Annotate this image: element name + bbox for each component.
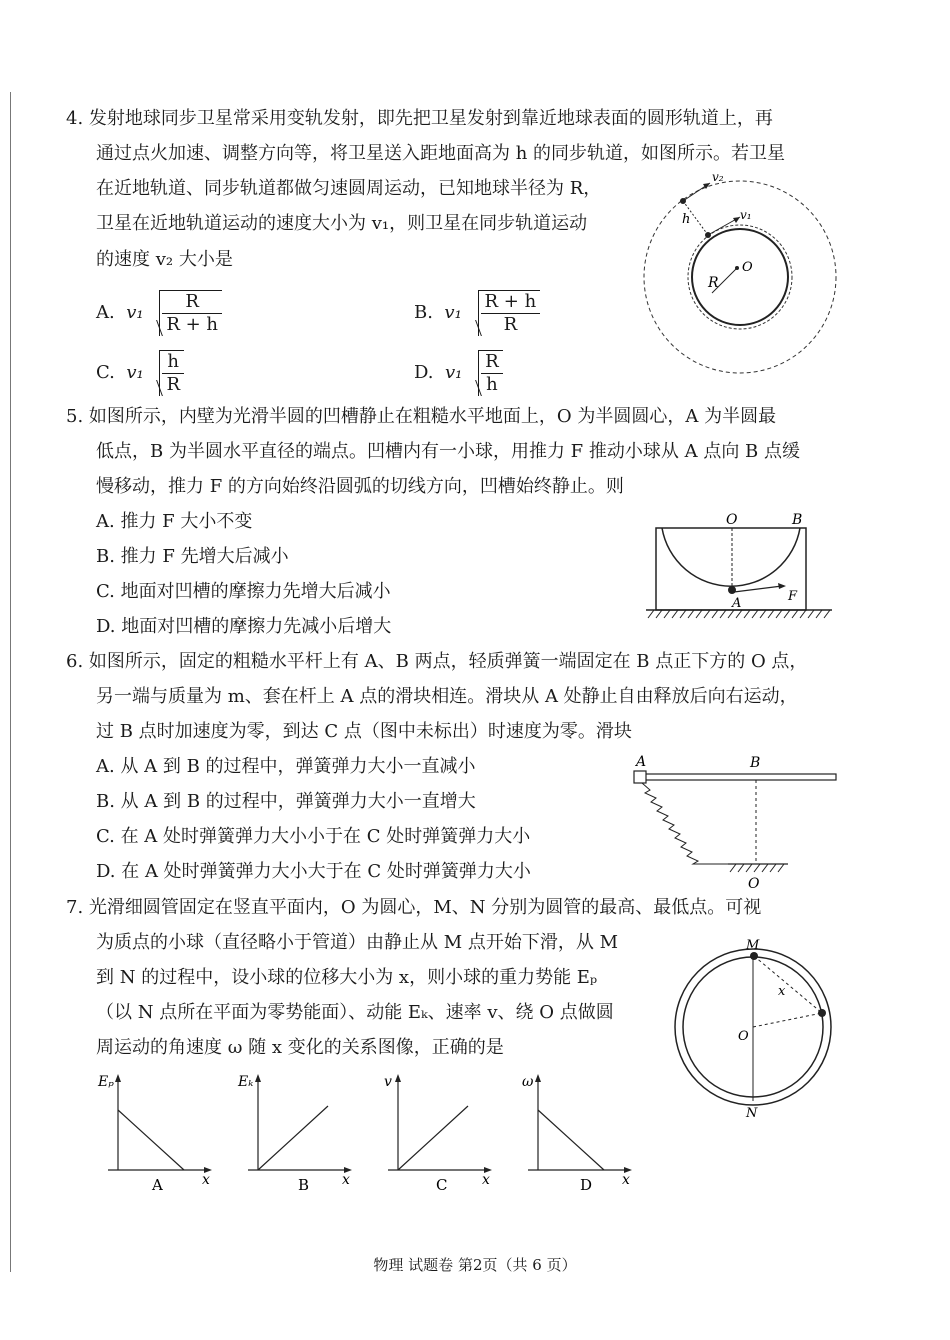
x-label: x [202, 1172, 210, 1188]
graph-line [538, 1110, 604, 1170]
q4-orbit-figure [640, 165, 840, 390]
a-label: A [732, 596, 742, 611]
q6-line-3: 过 B 点时加速度为零，到达 C 点（图中未标出）时速度为零。滑块 [96, 721, 632, 742]
q7-line-1: 7. 光滑细圆管固定在竖直平面内，O 为圆心，M、N 分别为圆管的最高、最低点。可视 [66, 897, 762, 918]
graph-line [398, 1106, 468, 1170]
q5-groove-figure [640, 508, 840, 623]
y-label: Eₚ [98, 1074, 114, 1090]
near-orbit-circle [688, 225, 792, 329]
q4-option-d: D. v₁ $\frac{R}{h}$ [414, 350, 503, 396]
radius-dash [753, 1013, 822, 1027]
y-arrow [255, 1074, 261, 1082]
force-f-arrowhead [778, 583, 786, 589]
ball [728, 586, 736, 594]
x-label: x [622, 1172, 630, 1188]
page-footer: 物理 试题卷 第2页（共 6 页） [373, 1256, 577, 1274]
r-label: R [708, 275, 719, 291]
binding-margin-line [10, 92, 11, 1272]
q4-line-2: 通过点火加速、调整方向等，将卫星送入距地面高为 h 的同步轨道，如图所示。若卫星 [96, 143, 786, 164]
q5-option-c: C. 地面对凹槽的摩擦力先增大后减小 [96, 581, 391, 602]
y-label: ω [522, 1074, 534, 1090]
q7-line-3: 到 N 的过程中，设小球的位移大小为 x，则小球的重力势能 Eₚ [96, 967, 598, 988]
ground-hatching [648, 610, 830, 618]
q6-rod-spring-figure [620, 752, 840, 892]
f-label: F [788, 589, 798, 604]
groove-arc [662, 528, 800, 586]
a-label: A [636, 754, 647, 770]
n-label: N [746, 1106, 758, 1120]
spring [642, 783, 756, 864]
q7-graph-d [516, 1070, 646, 1200]
q7-graph-a [96, 1070, 226, 1200]
q4-option-b: B. v₁ $\frac{R + h}{R}$ [414, 290, 540, 336]
o-label: O [726, 512, 738, 528]
q4-option-c: C. v₁ $\frac{h}{R}$ [96, 350, 184, 396]
x-label: x [342, 1172, 350, 1188]
caption: C [436, 1176, 448, 1194]
slider-block [634, 771, 646, 783]
displacement-line [754, 956, 822, 1013]
q7-graph-c [376, 1070, 506, 1200]
q4-line-5: 的速度 v₂ 大小是 [96, 249, 233, 270]
b-label: B [792, 512, 803, 528]
q4-option-a: A. v₁ $\frac{R}{R + h}$ [96, 290, 222, 336]
q5-option-d: D. 地面对凹槽的摩擦力先减小后增大 [96, 616, 392, 637]
q4-line-1: 4. 发射地球同步卫星常采用变轨发射，即先把卫星发射到靠近地球表面的圆形轨道上，再 [66, 108, 773, 129]
y-arrow [115, 1074, 121, 1082]
m-label: M [746, 938, 760, 953]
q7-tube-figure [670, 935, 850, 1120]
groove-block [656, 528, 806, 610]
q6-option-c: C. 在 A 处时弹簧弹力大小小于在 C 处时弹簧弹力大小 [96, 826, 531, 847]
q4-line-3: 在近地轨道、同步轨道都做匀速圆周运动，已知地球半径为 R， [96, 178, 602, 199]
caption: A [152, 1176, 163, 1194]
q5-option-b: B. 推力 F 先增大后减小 [96, 546, 289, 567]
o-label: O [742, 260, 753, 275]
q6-option-b: B. 从 A 到 B 的过程中，弹簧弹力大小一直增大 [96, 791, 476, 812]
o-label: O [748, 876, 760, 892]
q5-line-3: 慢移动，推力 F 的方向始终沿圆弧的切线方向，凹槽始终静止。则 [96, 476, 624, 497]
q7-line-4: （以 N 点所在平面为零势能面）、动能 Eₖ、速率 v、绕 O 点做圆 [96, 1002, 614, 1023]
q7-line-5: 周运动的角速度 ω 随 x 变化的关系图像，正确的是 [96, 1037, 504, 1058]
earth-circle [692, 229, 788, 325]
q6-option-a: A. 从 A 到 B 的过程中，弹簧弹力大小一直减小 [96, 756, 476, 777]
v1-label: v₁ [740, 208, 752, 222]
q7-line-2: 为质点的小球（直径略小于管道）由静止从 M 点开始下滑，从 M [96, 932, 619, 953]
q5-line-1: 5. 如图所示，内壁为光滑半圆的凹槽静止在粗糙水平地面上，O 为半圆圆心，A 为半圆最 [66, 406, 777, 427]
x-label: x [482, 1172, 490, 1188]
q5-line-2: 低点，B 为半圆水平直径的端点。凹槽内有一小球，用推力 F 推动小球从 A 点向 B 点缓 [96, 441, 800, 462]
horizontal-rod [640, 774, 836, 780]
caption: D [580, 1176, 593, 1194]
graph-line [258, 1106, 328, 1170]
q6-option-d: D. 在 A 处时弹簧弹力大小大于在 C 处时弹簧弹力大小 [96, 861, 531, 882]
y-label: v [384, 1074, 392, 1090]
y-arrow [395, 1074, 401, 1082]
y-arrow [535, 1074, 541, 1082]
q5-option-a: A. 推力 F 大小不变 [96, 511, 253, 532]
v2-label: v₂ [712, 170, 724, 184]
q7-graph-b [236, 1070, 366, 1200]
q6-line-2: 另一端与质量为 m、套在杆上 A 点的滑块相连。滑块从 A 处静止自由释放后向右运动， [96, 686, 798, 707]
graph-line [118, 1110, 184, 1170]
y-label: Eₖ [238, 1074, 254, 1090]
o-label: O [738, 1029, 749, 1044]
x-label: x [778, 984, 786, 999]
q4-line-4: 卫星在近地轨道运动的速度大小为 v₁，则卫星在同步轨道运动 [96, 213, 588, 234]
anchor-hatching [730, 864, 784, 872]
b-label: B [750, 755, 761, 771]
force-f-arrow [734, 586, 782, 592]
h-label: h [682, 212, 691, 227]
caption: B [298, 1176, 310, 1194]
q6-line-1: 6. 如图所示，固定的粗糙水平杆上有 A、B 两点，轻质弹簧一端固定在 B 点正下方的 O 点， [66, 651, 808, 672]
